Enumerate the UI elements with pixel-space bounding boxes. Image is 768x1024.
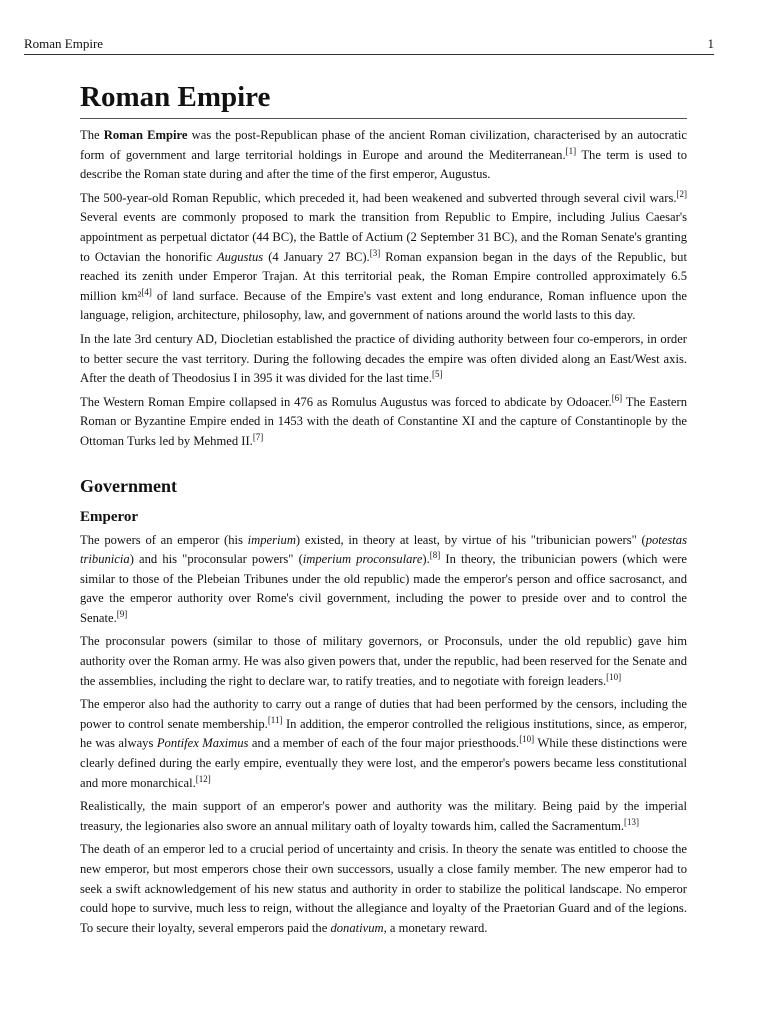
emperor-paragraph-1: The powers of an emperor (his imperium) existed, in theory at least, by virtue of his "tribunician powers" (potestas tribunicia) and his "proconsular powers" (imperium proconsulare).[8] In theory, the tribunician powers (which were similar to those of the Plebeian Tribunes under the old republic) made the emperor's person and office sacrosanct, and gave the emperor authority over Rome's civil government, including the power to preside over and to control the Senate.[9]	[80, 532, 687, 625]
emperor-paragraph-3: The emperor also had the authority to carry out a range of duties that had been performed by the censors, including the power to control senate membership.[11] In addition, the emperor controlled the religious institutions, since, as emperor, he was always Pontifex Maximus and a member of each of the four major priesthoods.[10] While these distinctions were clearly defined during the early empire, eventually they were lost, and the emperor's powers became less constitutional and more monarchical.[12]	[80, 697, 688, 790]
intro-paragraph-2: The 500-year-old Roman Republic, which preceded it, had been weakened and subverted through several civil wars.[2] Several events are commonly proposed to mark the transition from Republic to Empire, including Julius Caesar's appointment as perpetual dictator (44 BC), the Battle of Actium (2 September 31 BC), and the Roman Senate's granting to Octavian the honorific Augustus (4 January 27 BC).[3] Roman expansion began in the days of the Republic, but reached its zenith under Emperor Trajan. At this territorial peak, the Roman Empire controlled approximately 6.5 million km²[4] of land surface. Because of the Empire's vast extent and long endurance, Roman influence upon the language, religion, architecture, philosophy, law, and government of nations around the world lasts to this day.	[80, 188, 687, 323]
citation-link[interactable]: [10]	[606, 671, 622, 682]
emperor-paragraph-4: Realistically, the main support of an emperor's power and authority was the military. Being paid by the imperial treasury, the legionaries also swore an annual military oath of loyalty towards him, called the Sacramentum.[13]	[80, 799, 687, 833]
italic-term: imperium proconsulare	[302, 552, 423, 567]
citation-link[interactable]: [9]	[116, 608, 128, 619]
article-body	[80, 80, 687, 938]
bold-term: Roman Empire	[103, 128, 188, 142]
page-number: 1	[707, 36, 714, 51]
running-header-title: Roman Empire	[24, 36, 104, 51]
subsection-heading-emperor: Emperor	[80, 508, 139, 525]
citation-link[interactable]: [12]	[195, 773, 211, 784]
citation-link[interactable]: [8]	[429, 550, 441, 561]
intro-paragraph-3: In the late 3rd century AD, Diocletian established the practice of dividing authority between four co-emperors, in order to better secure the vast territory. During the following decades the empire was often divided along an East/West axis. After the death of Theodosius I in 395 it was divided for the last time.[5]	[80, 331, 687, 386]
italic-term: Pontifex Maximus	[156, 736, 249, 751]
citation-link[interactable]: [3]	[369, 247, 381, 258]
section-heading-government: Government	[80, 475, 177, 496]
citation-link[interactable]: [2]	[676, 188, 687, 199]
article-title: Roman Empire	[80, 80, 687, 119]
italic-term: donativum	[330, 920, 384, 935]
citation-link[interactable]: [4]	[141, 286, 152, 297]
citation-link[interactable]: [13]	[624, 816, 640, 827]
italic-term: potestas tribunicia	[80, 532, 687, 567]
citation-link[interactable]: [1]	[565, 145, 577, 156]
intro-paragraph-1: The Roman Empire was the post-Republican phase of the ancient Roman civilization, characterised by an autocratic form of government and large territorial holdings in Europe and around the Mediterranean.[1] The term is used to describe the Roman state during and after the time of the first emperor, Augustus.	[80, 128, 687, 182]
emperor-paragraph-5: The death of an emperor led to a crucial period of uncertainty and crisis. In theory the senate was entitled to choose the new emperor, but most emperors chose their own successors, usually a close family member. The new emperor had to seek a swift acknowledgement of his new status and authority in order to stabilize the political landscape. No emperor could hope to survive, much less to reign, without the allegiance and loyalty of the Praetorian Guard and of the legions. To secure their loyalty, several emperors paid the donativum, a monetary reward.	[80, 842, 687, 935]
italic-term: imperium	[247, 532, 296, 547]
emperor-paragraph-2: The proconsular powers (similar to those of military governors, or Proconsuls, under the old republic) gave him authority over the Roman army. He was also given powers that, under the republic, had been reserved for the Senate and the assemblies, including the right to declare war, to ratify treaties, and to negotiate with foreign leaders.[10]	[80, 634, 687, 688]
citation-link[interactable]: [10]	[519, 734, 535, 745]
citation-link[interactable]: [7]	[252, 431, 264, 442]
running-header	[24, 36, 714, 55]
citation-link[interactable]: [11]	[267, 714, 283, 725]
citation-link[interactable]: [5]	[431, 369, 443, 380]
italic-term: Augustus	[216, 249, 264, 264]
intro-paragraph-4: The Western Roman Empire collapsed in 476 as Romulus Augustus was forced to abdicate by Odoacer.[6] The Eastern Roman or Byzantine Empire ended in 1453 with the death of Constantine XI and the capture of Constantinople by the Ottoman Turks led by Mehmed II.[7]	[80, 392, 687, 448]
citation-link[interactable]: [6]	[611, 392, 623, 403]
